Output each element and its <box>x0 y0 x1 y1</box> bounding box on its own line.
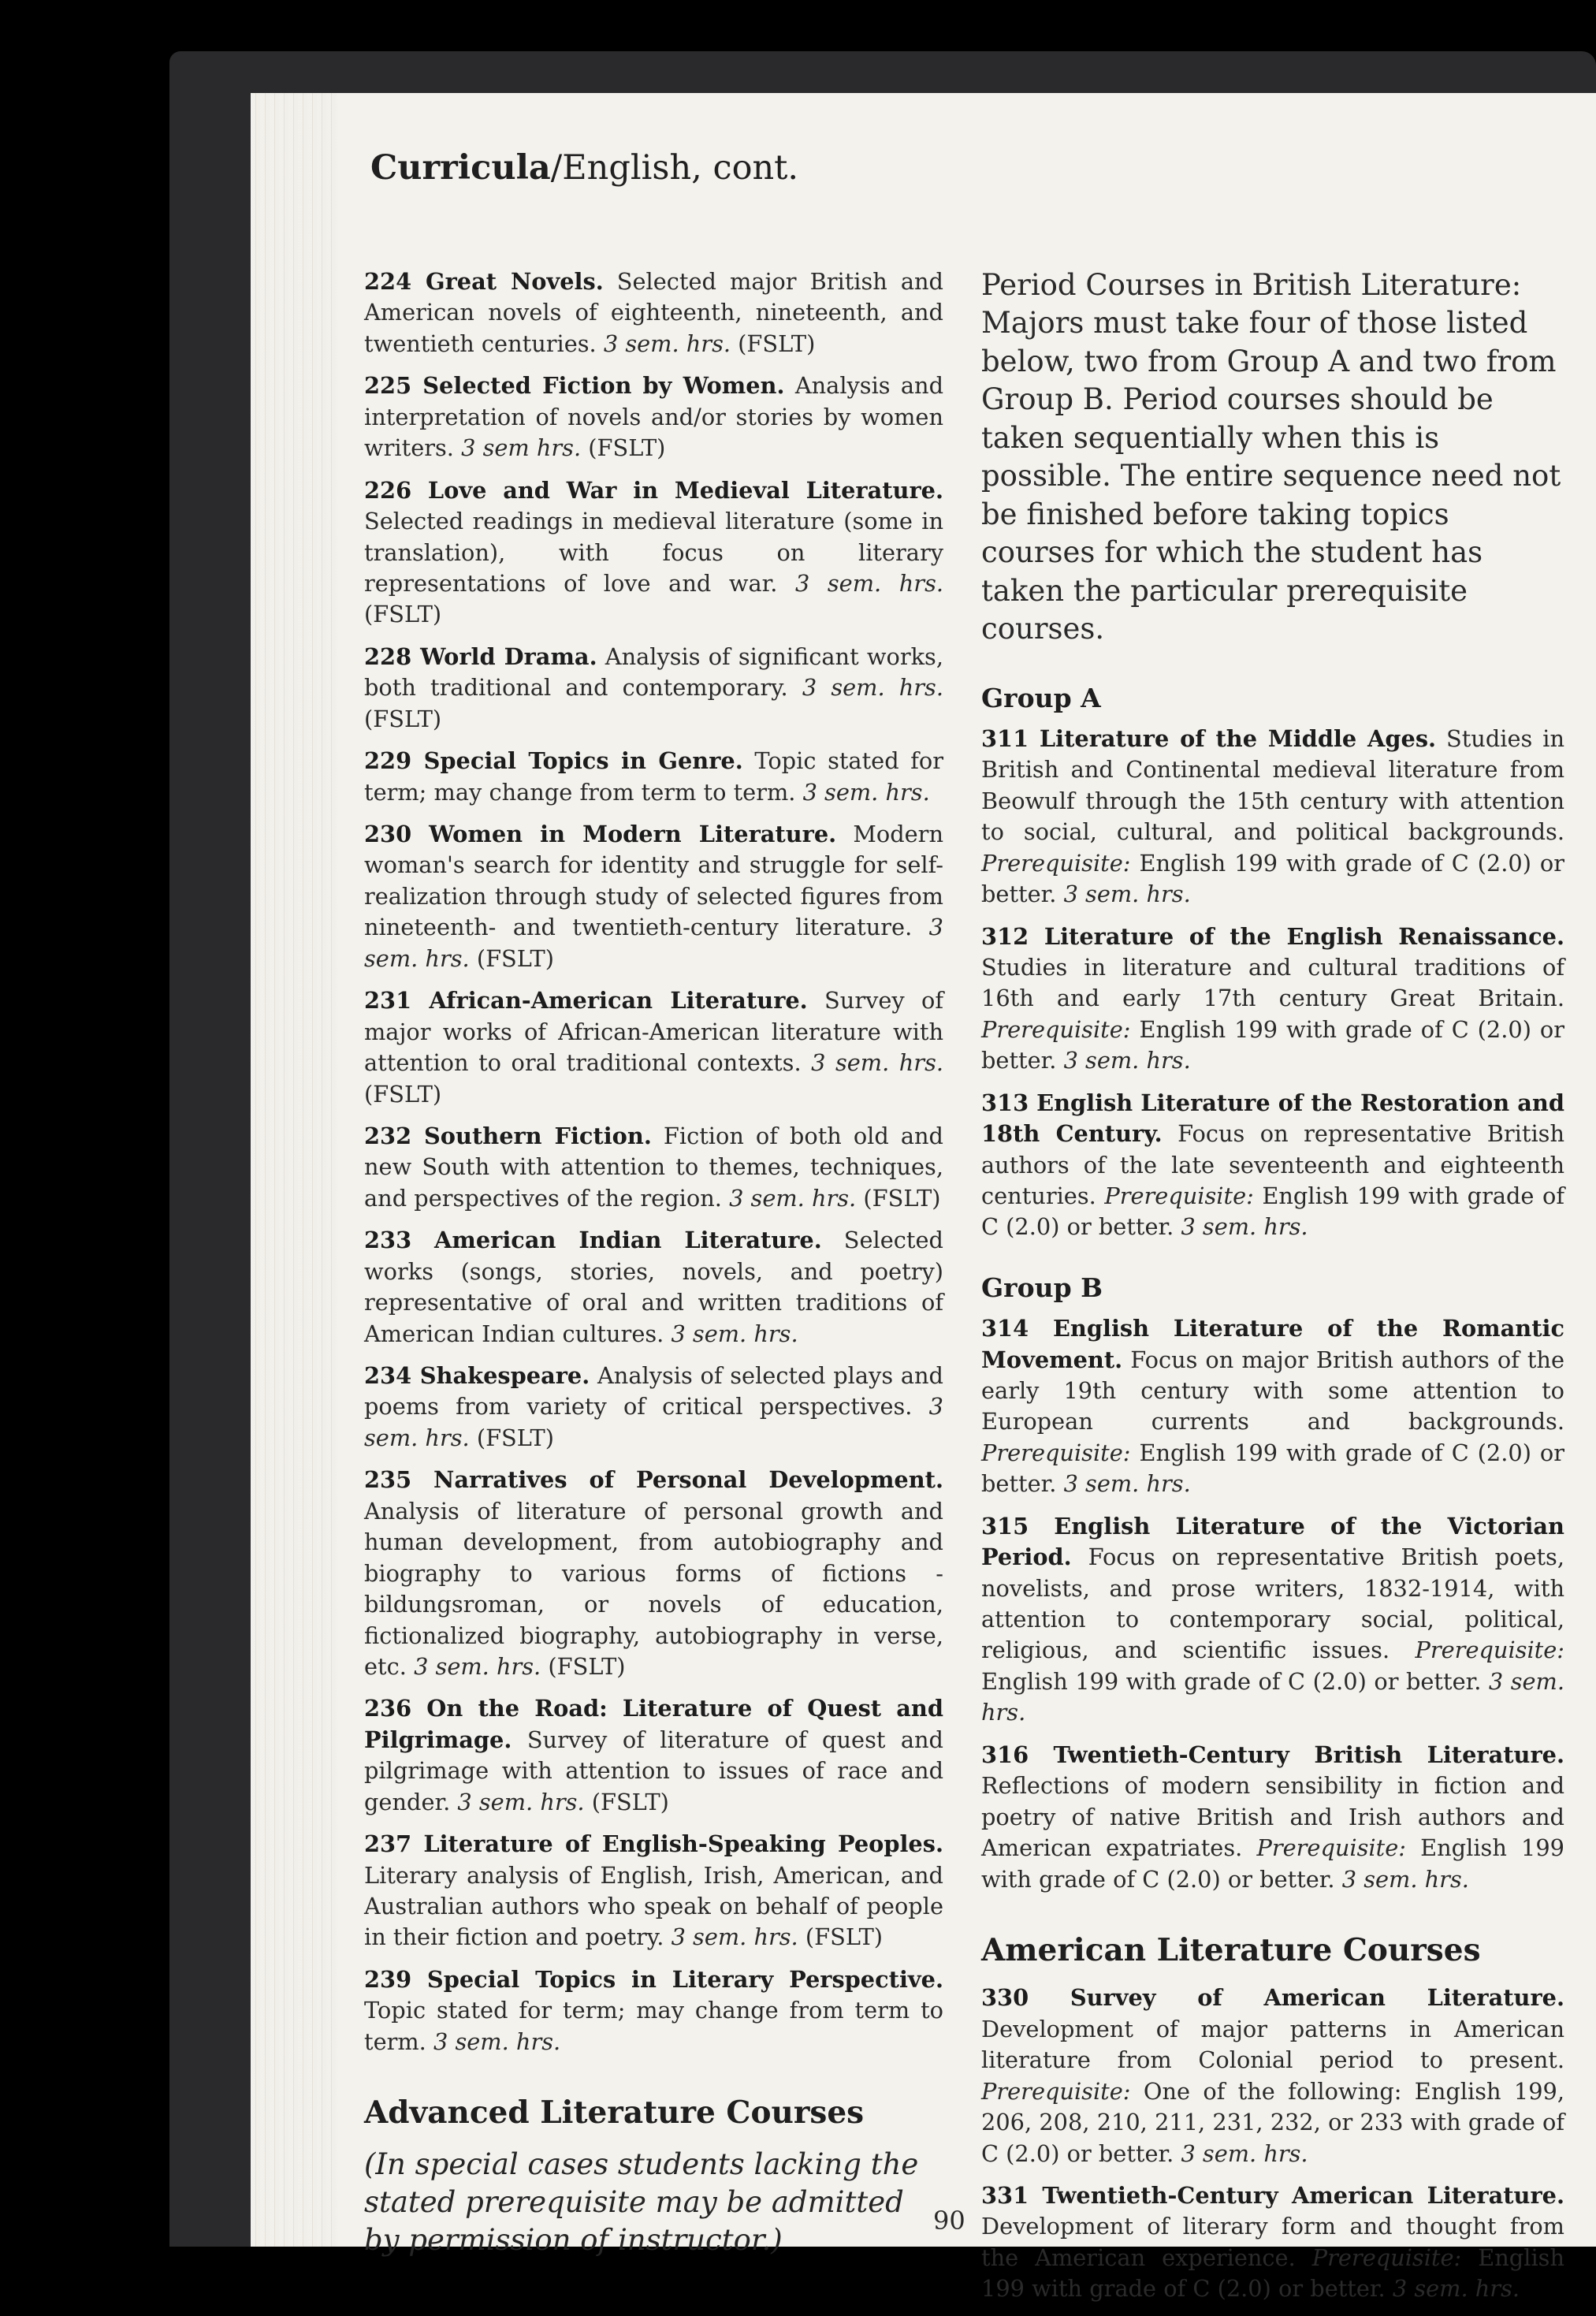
course-prerequisite: English 199 with grade of C (2.0) or better. <box>981 1015 1564 1074</box>
course-description: Selected readings in medieval literature (some in translation), with focus on literary representations of love and war. <box>364 508 943 597</box>
course-tag: (FSLT) <box>731 330 816 357</box>
course-title: 312 Literature of the English Renaissance. <box>981 922 1564 950</box>
course-entry <box>981 724 1564 910</box>
course-prerequisite-label: Prerequisite: <box>981 849 1131 877</box>
course-credits: 3 sem. hrs. <box>671 1923 798 1951</box>
course-title: 235 Narratives of Personal Development. <box>364 1466 943 1494</box>
course-prerequisite-label: Prerequisite: <box>1311 2243 1462 2271</box>
course-credits: 3 sem. hrs. <box>1392 2275 1520 2303</box>
left-column <box>364 266 943 2259</box>
course-prerequisite-label: Prerequisite: <box>981 2077 1131 2105</box>
advanced-note: (In special cases students lacking the stated prerequisite may be admitted by permission of instructor.) <box>364 2147 919 2257</box>
course-title: 236 On the Road: Literature of Quest and Pilgrimage. <box>364 1695 943 1753</box>
course-description: Development of major patterns in American literature from Colonial period to present. <box>981 2015 1564 2074</box>
course-description: Development of literary form and thought from the American experience. <box>981 2213 1564 2271</box>
american-heading: American Literature Courses <box>981 1931 1481 1968</box>
course-tag: (FSLT) <box>856 1184 941 1212</box>
course-title: 226 Love and War in Medieval Literature. <box>364 476 943 504</box>
group-b-heading: Group B <box>981 1272 1103 1303</box>
course-description: Analysis of significant works, both traditional and contemporary. <box>364 642 943 702</box>
course-title: 315 English Literature of the Victorian Period. <box>981 1512 1564 1571</box>
course-credits: 3 sem. hrs. <box>802 674 943 702</box>
course-credits: 3 sem. hrs. <box>414 1652 541 1680</box>
course-prerequisite: English 199 with grade of C (2.0) or better. <box>981 1182 1564 1241</box>
course-description: Literary analysis of English, Irish, American, and Australian authors who speak on behalf of people in their fiction and poetry. <box>364 1861 943 1951</box>
course-credits: 3 sem. hrs. <box>433 2027 561 2055</box>
course-title: 314 English Literature of the Romantic Movement. <box>981 1315 1564 1373</box>
course-description: Studies in British and Continental medieval literature from Beowulf through the 15th century with attention to social, cultural, and political backgrounds. <box>981 724 1564 846</box>
course-description: Analysis and interpretation of novels and/or stories by women writers. <box>364 372 943 462</box>
course-title: 229 Special Topics in Genre. <box>364 747 743 775</box>
course-title: 234 Shakespeare. <box>364 1362 590 1389</box>
course-credits: 3 sem. hrs. <box>1181 2139 1308 2167</box>
course-credits: 3 sem. hrs. <box>364 1393 943 1451</box>
course-prerequisite-label: Prerequisite: <box>981 1015 1131 1043</box>
group-a-heading: Group A <box>981 682 1101 713</box>
course-prerequisite: One of the following: English 199, 206, 208, 210, 211, 231, 232, or 233 with grade of C (2.0) or better. <box>981 2077 1564 2167</box>
course-credits: 3 sem. hrs. <box>981 1667 1564 1726</box>
course-description: Analysis of literature of personal growth and human development, from autobiography and biography to various forms of fictions - bildungsroman, or novels of education, fictionalized biography, autobiography in verse, etc. <box>364 1497 943 1680</box>
course-credits: 3 sem. hrs. <box>1063 1470 1191 1498</box>
course-title: 239 Special Topics in Literary Perspective. <box>364 1965 943 1993</box>
course-credits: 3 sem. hrs. <box>802 778 930 806</box>
course-entry <box>981 1511 1564 1729</box>
page-edges <box>251 93 337 2247</box>
course-tag: (FSLT) <box>469 944 555 972</box>
group-b-entries <box>981 1313 1564 1895</box>
course-description: Focus on representative British authors of the late seventeenth and eighteenth centuries. <box>981 1120 1564 1210</box>
header-rest: /English, cont. <box>550 148 799 188</box>
course-entry <box>364 985 943 1110</box>
course-credits: 3 sem. hrs. <box>1063 1047 1191 1074</box>
course-tag: (FSLT) <box>581 434 666 462</box>
course-entry <box>981 1088 1564 1243</box>
course-title: 233 American Indian Literature. <box>364 1227 822 1254</box>
course-credits: 3 sem. hrs. <box>811 1049 944 1077</box>
course-credits: 3 sem. hrs. <box>1181 1213 1308 1241</box>
course-title: 231 African-American Literature. <box>364 987 808 1015</box>
course-description: Analysis of selected plays and poems from variety of critical perspectives. <box>364 1362 943 1421</box>
course-entry <box>364 370 943 464</box>
course-title: 330 Survey of American Literature. <box>981 1984 1564 2012</box>
course-prerequisite: English 199 with grade of C (2.0) or better. <box>981 2243 1564 2303</box>
course-entry <box>364 1964 943 2057</box>
course-credits: 3 sem. hrs. <box>795 569 943 597</box>
course-description: Focus on representative British poets, novelists, and prose writers, 1832-1914, with attention to contemporary social, political, religious, and scientific issues. <box>981 1543 1564 1664</box>
course-title: 230 Women in Modern Literature. <box>364 821 837 847</box>
course-title: 237 Literature of English-Speaking Peoples. <box>364 1830 943 1858</box>
course-title: 224 Great Novels. <box>364 268 604 295</box>
course-tag: (FSLT) <box>364 705 442 732</box>
course-tag: (FSLT) <box>469 1424 555 1451</box>
course-entry <box>364 642 943 735</box>
course-prerequisite-label: Prerequisite: <box>1104 1182 1254 1210</box>
course-entry <box>981 1313 1564 1500</box>
page-number: 90 <box>933 2206 965 2236</box>
course-tag: (FSLT) <box>798 1923 884 1951</box>
course-description: Topic stated for term; may change from term to term. <box>364 747 944 806</box>
course-prerequisite: English 199 with grade of C (2.0) or better. <box>981 1834 1564 1893</box>
course-title: 228 World Drama. <box>364 642 597 670</box>
course-description: Fiction of both old and new South with attention to themes, techniques, and perspectives of the region. <box>364 1122 943 1212</box>
course-entry <box>364 746 943 808</box>
running-header <box>370 148 798 188</box>
course-prerequisite-label: Prerequisite: <box>981 1439 1131 1466</box>
course-description: Survey of literature of quest and pilgrimage with attention to issues of race and gender. <box>364 1726 943 1815</box>
course-credits: 3 sem. hrs. <box>729 1184 857 1212</box>
american-entries <box>981 1983 1564 2304</box>
period-intro: Period Courses in British Literature: Majors must take four of those listed below, two from Group A and two from Group B. Period courses should be taken sequentially when this is possible. The entire sequence need not be finished before taking topics courses for which the student has taken the particular prerequisite courses. <box>981 268 1561 646</box>
course-entry <box>364 819 943 974</box>
course-entry <box>981 922 1564 1077</box>
course-entry <box>364 1829 943 1953</box>
course-description: Selected works (songs, stories, novels, and poetry) representative of oral and written traditions of American Indian cultures. <box>364 1227 943 1347</box>
course-entry <box>364 1465 943 1682</box>
right-column <box>981 266 1564 2316</box>
course-credits: 3 sem hrs. <box>461 434 582 462</box>
course-entry <box>364 1121 943 1214</box>
group-a-entries <box>981 724 1564 1243</box>
course-credits: 3 sem. hrs. <box>457 1788 585 1815</box>
course-description: Studies in literature and cultural traditions of 16th and early 17th century Great Britain. <box>981 953 1564 1012</box>
course-prerequisite: English 199 with grade of C (2.0) or better. <box>981 1667 1489 1695</box>
course-description: Selected major British and American novels of eighteenth, nineteenth, and twentieth centuries. <box>364 268 943 357</box>
header-bold: Curricula <box>370 148 551 188</box>
course-title: 232 Southern Fiction. <box>364 1122 652 1149</box>
course-credits: 3 sem. hrs. <box>671 1320 798 1347</box>
advanced-heading: Advanced Literature Courses <box>364 2094 865 2132</box>
course-prerequisite: English 199 with grade of C (2.0) or better. <box>981 1439 1564 1498</box>
course-title: 331 Twentieth-Century American Literature. <box>981 2182 1564 2210</box>
course-prerequisite-label: Prerequisite: <box>1256 1834 1406 1862</box>
course-entry <box>981 2180 1564 2305</box>
course-prerequisite-label: Prerequisite: <box>1415 1636 1564 1664</box>
course-description: Focus on major British authors of the early 19th century with some attention to European currents and backgrounds. <box>981 1346 1564 1435</box>
course-title: 313 English Literature of the Restoration and 18th Century. <box>981 1089 1564 1148</box>
course-credits: 3 sem. hrs. <box>364 914 943 972</box>
course-description: Topic stated for term; may change from term to term. <box>364 1997 943 2055</box>
course-title: 311 Literature of the Middle Ages. <box>981 724 1437 752</box>
course-tag: (FSLT) <box>541 1652 626 1680</box>
course-description: Modern woman's search for identity and struggle for self-realization through study of selected figures from nineteenth- and twentieth-century literature. <box>364 821 943 941</box>
course-credits: 3 sem. hrs. <box>603 330 731 357</box>
course-tag: (FSLT) <box>364 601 442 628</box>
course-entry <box>364 1225 943 1350</box>
course-title: 225 Selected Fiction by Women. <box>364 372 785 400</box>
course-credits: 3 sem. hrs. <box>1341 1865 1469 1893</box>
course-credits: 3 sem. hrs. <box>1063 881 1191 908</box>
course-tag: (FSLT) <box>364 1080 442 1108</box>
course-description: Survey of major works of African-American literature with attention to oral traditional contexts. <box>364 987 943 1077</box>
course-entry <box>364 475 943 631</box>
left-entries <box>364 266 943 2057</box>
course-prerequisite: English 199 with grade of C (2.0) or better. <box>981 849 1564 908</box>
course-entry <box>364 1361 943 1454</box>
course-description: Reflections of modern sensibility in fiction and poetry of native British and Irish authors and American expatriates. <box>981 1772 1564 1862</box>
course-entry <box>981 1740 1564 1895</box>
course-entry <box>981 1983 1564 2169</box>
course-entry <box>364 1693 943 1818</box>
course-title: 316 Twentieth-Century British Literature. <box>981 1741 1564 1768</box>
course-tag: (FSLT) <box>584 1788 669 1815</box>
course-entry <box>364 266 943 359</box>
